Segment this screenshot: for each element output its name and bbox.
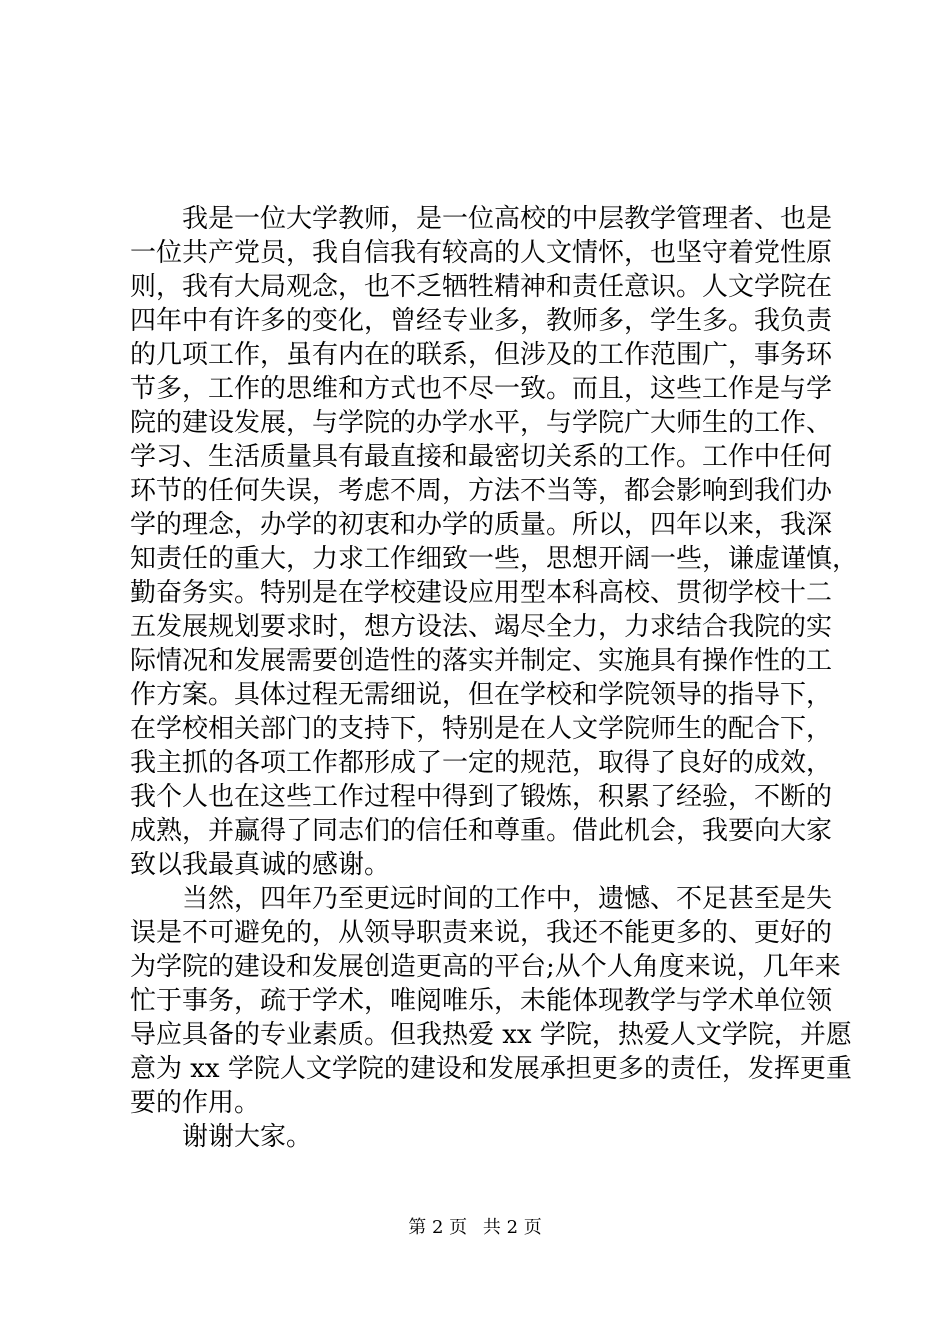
text-line: 我是一位大学教师，是一位高校的中层教学管理者、也是 [182, 204, 833, 234]
text-line: 一位共产党员，我自信我有较高的人文情怀，也坚守着党性原 [130, 238, 833, 268]
text-line: 五发展规划要求时，想方设法、竭尽全力，力求结合我院的实 [130, 612, 833, 642]
text-line: 学习、生活质量具有最直接和最密切关系的工作。工作中任何 [130, 442, 833, 472]
page-number: 第 2 页 [408, 1217, 468, 1238]
text-line: 际情况和发展需要创造性的落实并制定、实施具有操作性的工 [130, 646, 833, 676]
paragraph-2 [130, 882, 852, 1120]
text-line: 忙于事务，疏于学术，唯阅唯乐，未能体现教学与学术单位领 [130, 986, 833, 1016]
text-line: 误是不可避免的，从领导职责来说，我还不能更多的、更好的 [130, 918, 833, 948]
text-line: 知责任的重大，力求工作细致一些，思想开阔一些，谦虚谨慎， [130, 544, 859, 574]
text-line: 学的理念，办学的初衷和办学的质量。所以，四年以来，我深 [130, 510, 833, 540]
text-line: 勤奋务实。特别是在学校建设应用型本科高校、贯彻学校十二 [130, 578, 833, 608]
paragraph-3 [130, 1120, 828, 1154]
text-line: 四年中有许多的变化，曾经专业多，教师多，学生多。我负责 [130, 306, 833, 336]
paragraph-1 [130, 202, 859, 882]
text-line: 在学校相关部门的支持下，特别是在人文学院师生的配合下， [130, 714, 833, 744]
text-line: 导应具备的专业素质。但我热爱 xx 学院，热爱人文学院，并愿 [130, 1020, 852, 1050]
text-line: 我个人也在这些工作过程中得到了锻炼，积累了经验，不断的 [130, 782, 833, 812]
text-line: 的几项工作，虽有内在的联系，但涉及的工作范围广，事务环 [130, 340, 833, 370]
text-line: 意为 xx 学院人文学院的建设和发展承担更多的责任，发挥更重 [130, 1054, 852, 1084]
document-body [130, 202, 859, 1154]
text-line: 为学院的建设和发展创造更高的平台;从个人角度来说，几年来 [130, 952, 841, 982]
text-line: 成熟，并赢得了同志们的信任和尊重。借此机会，我要向大家 [130, 816, 833, 846]
page-total: 共 2 页 [482, 1217, 542, 1238]
text-line: 我主抓的各项工作都形成了一定的规范，取得了良好的成效， [130, 748, 833, 778]
text-line: 要的作用。 [130, 1088, 261, 1118]
page-footer [0, 1216, 950, 1240]
text-line: 作方案。具体过程无需细说，但在学校和学院领导的指导下， [130, 680, 833, 710]
text-line: 则，我有大局观念，也不乏牺牲精神和责任意识。人文学院在 [130, 272, 833, 302]
text-line: 院的建设发展，与学院的办学水平，与学院广大师生的工作、 [130, 408, 833, 438]
text-line: 致以我最真诚的感谢。 [130, 850, 391, 880]
text-line: 当然，四年乃至更远时间的工作中，遗憾、不足甚至是失 [182, 884, 833, 914]
text-line: 谢谢大家。 [182, 1122, 313, 1152]
text-line: 环节的任何失误，考虑不周，方法不当等，都会影响到我们办 [130, 476, 833, 506]
text-line: 节多，工作的思维和方式也不尽一致。而且，这些工作是与学 [130, 374, 833, 404]
